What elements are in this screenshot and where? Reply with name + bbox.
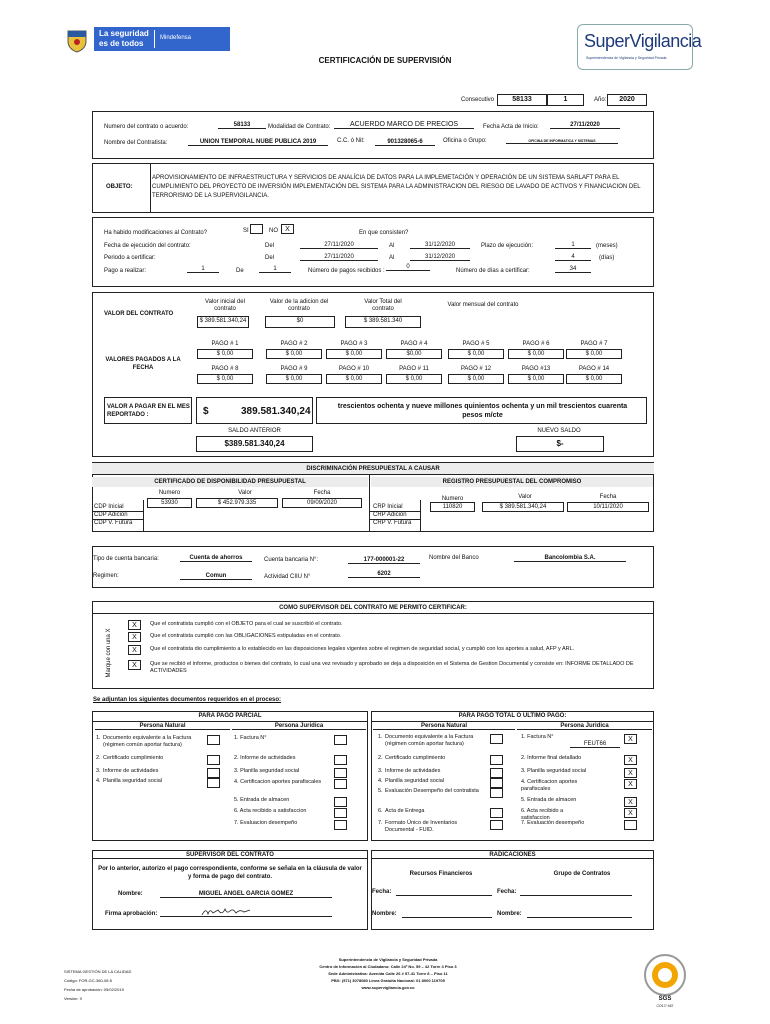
cdp-col-val: Valor xyxy=(238,490,252,496)
prev-balance-label: SALDO ANTERIOR xyxy=(228,428,281,434)
final-title: PARA PAGO TOTAL O ULTIMO PAGO: xyxy=(458,713,567,719)
doc-checkbox[interactable]: X xyxy=(624,734,637,744)
con-date-label: Fecha: xyxy=(497,889,517,895)
doc-number: 3. xyxy=(378,768,383,774)
doc-number: 4. xyxy=(378,778,383,784)
signature-image xyxy=(160,905,332,919)
modality-label: Modalidad de Contrato: xyxy=(268,124,331,130)
doc-checkbox[interactable]: X xyxy=(624,797,637,807)
period-to: 31/12/2020 xyxy=(410,254,470,261)
modifications-block xyxy=(92,217,654,287)
footer-entity: Superintendencia de Vigilancia y Seguridad Privada xyxy=(338,957,438,962)
objeto-label: OBJETO: xyxy=(106,184,133,190)
footer-left xyxy=(64,967,131,1003)
topay-amount: 389.581.340,24 xyxy=(241,406,311,417)
final-juridica-header: Persona Juridica xyxy=(517,723,652,730)
bank-type: Cuenta de ahorros xyxy=(180,555,252,562)
footer-center xyxy=(258,956,518,991)
certify-block xyxy=(92,601,654,689)
bank-type-label: Tipo de cuenta bancaria: xyxy=(93,556,159,562)
doc-final-natural: Formato Único de Inventarios Documental - FUID. xyxy=(385,820,458,833)
doc-checkbox[interactable] xyxy=(334,735,347,745)
mods-si-label: SI xyxy=(243,228,249,234)
doc-partial-juridica: 6. Acta recibido a satisfaccion xyxy=(234,808,307,814)
footer-admin-office: Sede Administrativa: Avenida Calle 26 # 57-41 Torre 8 – Piso 11 xyxy=(328,971,448,976)
consecutive-label: Consecutivo xyxy=(461,97,495,103)
certify-item-text: Que el contratista dio cumplimiento a lo establecido en las disposiciones legales vigentes sobre el regimen de seguridad social, y cumplió con los aportes a salud, AFP y ARL. xyxy=(150,646,575,652)
doc-final-juridica: 2. Informe final detallado xyxy=(521,755,582,761)
topay-currency: $ xyxy=(203,406,209,417)
contract-number: 58133 xyxy=(218,122,266,129)
footer-info-center: Centro de Información al Ciudadano: Calle 24ª No. 59 – 42 Torre 4 Piso 3 xyxy=(319,964,457,969)
doc-checkbox[interactable]: X xyxy=(624,768,637,778)
cdp-col-num: Numero xyxy=(158,490,181,496)
crp-title: REGISTRO PRESUPUESTAL DEL COMPROMISO xyxy=(371,477,653,487)
nit-label: C.C. ó Nit: xyxy=(337,138,365,144)
payment-value: $ 0,00 xyxy=(197,349,253,359)
gov-logo xyxy=(94,27,230,51)
doc-number: 7. xyxy=(378,820,383,826)
doc-partial-juridica: 5. Entrada de almacen xyxy=(234,797,290,803)
budget-title: DISCRIMINACIÓN PRESUPUESTAL A CAUSAR xyxy=(92,463,654,475)
certify-item-text: Que el contratista cumplió con las OBLIGACIONES estipuladas en el contrato. xyxy=(150,633,342,639)
doc-partial-juridica: 4. Certificacion aportes parafiscales xyxy=(234,779,322,785)
payment-value: $ 0,00 xyxy=(448,349,504,359)
modality-value: ACUERDO MARCO DE PRECIOS xyxy=(334,121,474,129)
contractor-label: Nombre del Contratista: xyxy=(104,140,168,146)
doc-checkbox[interactable] xyxy=(334,768,347,778)
payment-label: PAGO # 2 xyxy=(280,341,308,347)
new-balance-label: NUEVO SALDO xyxy=(537,428,581,434)
mods-no-checkbox[interactable]: X xyxy=(281,224,294,234)
doc-checkbox[interactable] xyxy=(490,788,503,798)
doc-number: 5. xyxy=(378,788,383,794)
ciiu-value: 6202 xyxy=(348,571,420,578)
crp-col-date: Fecha xyxy=(599,494,617,500)
certify-checkbox[interactable]: X xyxy=(128,660,141,670)
certify-checkbox[interactable]: X xyxy=(128,632,141,642)
pay-total: 1 xyxy=(259,266,291,273)
payment-value: $ 0,00 xyxy=(566,374,622,384)
period-from: 27/11/2020 xyxy=(300,254,378,261)
crp-row-addition: CRP Adición xyxy=(373,512,407,518)
cdp-number: 53930 xyxy=(147,498,192,508)
gov-logo-line1: La seguridad xyxy=(99,29,149,38)
value-h3: Valor Total del contrato xyxy=(364,299,402,312)
fin-name-label: Nombre: xyxy=(372,911,397,917)
office-label: Oficina o Grupo: xyxy=(443,138,487,144)
payment-value: $ 0,00 xyxy=(266,349,322,359)
received-value: 0 xyxy=(386,264,430,271)
contractor-name: UNION TEMPORAL NUBE PUBLICA 2019 xyxy=(188,139,328,146)
received-label: Número de pagos recibidos : xyxy=(308,268,385,274)
sgs-seal-icon xyxy=(642,952,688,998)
final-invoice-number: FEUT66 xyxy=(570,741,620,748)
topay-label-box xyxy=(104,397,192,424)
doc-number: 3. xyxy=(96,768,101,774)
mods-question: Ha habido modificaciones al Contrato? xyxy=(104,230,208,236)
doc-checkbox[interactable]: X xyxy=(624,755,637,765)
footer-phone: PBX: (571) 3078080 Línea Gratuita Nacional: 01 8000 119705 xyxy=(331,978,445,983)
doc-final-natural: Evaluación Desempeño del contratista xyxy=(385,788,479,794)
crp-col-val: Valor xyxy=(518,494,532,500)
brand-name: SuperVigilancia xyxy=(584,31,702,51)
doc-checkbox[interactable] xyxy=(334,779,347,789)
pay-label: Pago a realizar: xyxy=(104,268,147,274)
doc-checkbox[interactable] xyxy=(490,778,503,788)
consecutive-seq: 1 xyxy=(547,94,584,106)
supervisor-title: SUPERVISOR DEL CONTRATO xyxy=(92,852,368,859)
partial-natural-header: Persona Natural xyxy=(95,723,230,730)
mods-consist-label: En que consisten? xyxy=(359,230,409,236)
payment-value: $ 0,00 xyxy=(266,374,322,384)
doc-checkbox[interactable] xyxy=(207,755,220,765)
final-natural-header: Persona Natural xyxy=(373,723,515,730)
objeto-text: APROVISIONAMIENTO DE INFRAESTRUCTURA Y SERVICIOS DE ANALÍCIA DE DATOS PARA LA IMPLEMETACIÓN Y OPERACIÓN DE UN SISTEMA SARLAFT PARA EL CUMPLIMIENTO DEL PROYECTO DE INVERSIÓN IMPLEMENTACIÓN DEL SISTEMA PARA LA ADMINISTRACION DEL RIESGO DE LAVADO DE ACTIVOS Y FINANCIACION DEL TERRORISMO DE LA SUPERVIGILANCIA. xyxy=(152,175,641,199)
gov-logo-line2: es de todos xyxy=(99,39,144,48)
mods-no-label: NO xyxy=(269,228,278,234)
certify-side-label: Marque con una X xyxy=(106,628,112,678)
days-cert-value: 34 xyxy=(555,266,591,273)
doc-checkbox[interactable] xyxy=(490,734,503,744)
supervisor-statement: Por lo anterior, autorizo el pago correspondiente, conforme se señala en la cláusula de valor y forma de pago del contrato. xyxy=(98,866,362,880)
doc-number: 2. xyxy=(378,755,383,761)
value-total: $ 389.581.340 xyxy=(345,316,421,328)
doc-partial-natural: Planilla seguridad social xyxy=(103,778,163,784)
footer-qms: SISTEMA GESTIÓN DE LA CALIDAD xyxy=(64,969,132,974)
doc-final-natural: Informe de actividades xyxy=(385,768,441,774)
doc-checkbox[interactable] xyxy=(490,820,503,830)
signature-label: Firma aprobación: xyxy=(105,911,158,917)
crp-row-initial: CRP Inicial xyxy=(373,504,403,510)
docs-partial-block xyxy=(92,711,368,841)
doc-checkbox[interactable] xyxy=(207,735,220,745)
days-label: (días) xyxy=(599,255,615,261)
months-label: (meses) xyxy=(596,243,618,249)
doc-final-natural: Certificado cumplimiento xyxy=(385,755,446,761)
certify-title: COMO SUPERVISOR DEL CONTRATO ME PERMITO CERTIFICAR: xyxy=(92,602,654,614)
doc-checkbox[interactable] xyxy=(490,755,503,765)
doc-checkbox[interactable] xyxy=(334,797,347,807)
footer-website[interactable]: www.supervigilancia.gov.co xyxy=(361,985,415,990)
payment-label: PAGO # 14 xyxy=(578,366,610,372)
doc-number: 6. xyxy=(378,808,383,814)
payment-label: PAGO # 11 xyxy=(399,366,429,372)
cdp-row-addition: CDP Adición xyxy=(94,512,128,518)
cdp-date: 09/09/2020 xyxy=(282,498,362,508)
certify-item-text: Que el contratista cumplió con el OBJETO para el cual se suscribió el contrato. xyxy=(150,621,343,627)
doc-checkbox[interactable] xyxy=(490,768,503,778)
doc-partial-juridica: 2. Informe de actividades xyxy=(234,755,296,761)
doc-partial-natural: Certificado cumplimiento xyxy=(103,755,164,761)
payment-value: $ 0,00 xyxy=(508,374,564,384)
period-al-label: Al xyxy=(389,255,395,261)
doc-final-natural: Planilla seguridad social xyxy=(385,778,445,784)
ciiu-label: Actividad CIIU N° xyxy=(264,574,311,580)
payment-label: PAGO # 7 xyxy=(580,341,608,347)
con-name-line[interactable] xyxy=(527,914,632,918)
topay-label: VALOR A PAGAR EN EL MES REPORTADO : xyxy=(107,404,190,418)
period-del-label: Del xyxy=(265,255,275,261)
supervisor-name: MIGUEL ANGEL GARCIA GOMEZ xyxy=(160,891,332,898)
bank-block xyxy=(92,546,654,588)
value-h2: Valor de la adicion del contrato xyxy=(269,299,329,312)
value-label: VALOR DEL CONTRATO xyxy=(104,311,174,317)
doc-final-juridica: 3. Planilla seguridad social xyxy=(521,768,587,774)
bank-name-label: Nombre del Banco xyxy=(429,555,479,561)
radicaciones-financial: Recursos Financieros xyxy=(409,871,473,877)
payment-value: $0,00 xyxy=(386,349,442,359)
topay-words: trescientos ochenta y nueve millones quinientos ochenta y un mil trescientos cuarenta pesos m/cte xyxy=(337,403,628,419)
exec-al-label: Al xyxy=(389,243,395,249)
doc-final-juridica: 7. Evaluación desempeño xyxy=(521,820,585,826)
nit-value: 901328065-6 xyxy=(375,139,435,146)
payment-label: PAGO # 9 xyxy=(280,366,308,372)
brand-subtitle: Superintendencia de Vigilancia y Seguridad Privada xyxy=(586,56,667,60)
partial-juridica-header: Persona Juridica xyxy=(232,723,366,730)
fin-date-line[interactable] xyxy=(396,892,492,896)
year-value: 2020 xyxy=(607,94,647,106)
doc-checkbox[interactable] xyxy=(624,820,637,830)
doc-number: 4. xyxy=(96,778,101,784)
docs-title: Se adjuntan los siguientes documentos requeridos en el proceso: xyxy=(93,697,282,703)
doc-final-juridica: 5. Entrada de almacen xyxy=(521,797,577,803)
payment-label: PAGO # 6 xyxy=(522,341,550,347)
payment-value: $ 0,00 xyxy=(197,374,253,384)
contract-block xyxy=(92,111,654,159)
certify-checkbox[interactable]: X xyxy=(128,645,141,655)
ministry-name: Mindefensa xyxy=(160,35,192,41)
period-label: Periodo a certificar: xyxy=(104,255,156,261)
prev-balance: $389.581.340,24 xyxy=(196,436,313,452)
regime-value: Comun xyxy=(180,573,252,580)
footer-approval-date: Fecha de aprobación: 05/02/2019 xyxy=(64,987,124,992)
doc-checkbox[interactable] xyxy=(490,808,503,818)
coat-of-arms-icon xyxy=(64,27,90,53)
pay-de-label: De xyxy=(236,268,244,274)
sgs-cert-number: CO17/ 467 xyxy=(656,1004,674,1008)
doc-final-juridica: 6. Acta recibido a satisfaccion xyxy=(521,808,564,821)
value-addition: $0 xyxy=(265,316,335,328)
payment-label: PAGO # 8 xyxy=(211,366,239,372)
plazo-months: 1 xyxy=(555,242,591,249)
doc-final-juridica: 4. Certificacion aportes parafiscales xyxy=(521,779,578,792)
act-date-value: 27/11/2020 xyxy=(550,122,620,129)
value-h4: Valor mensual del contrato xyxy=(447,302,519,308)
certify-checkbox[interactable]: X xyxy=(128,620,141,630)
act-date-label: Fecha Acta de Inicio: xyxy=(483,124,539,130)
cdp-value: $ 452.979.335 xyxy=(196,498,278,508)
doc-number: 1. xyxy=(378,734,383,740)
new-balance: $- xyxy=(516,436,604,452)
pay-number: 1 xyxy=(187,266,219,273)
payment-label: PAGO # 1 xyxy=(211,341,239,347)
partial-title: PARA PAGO PARCIAL xyxy=(198,713,262,719)
value-h1: Valor inicial del contrato xyxy=(205,299,245,312)
con-name-label: Nombre: xyxy=(497,911,522,917)
certify-item-text: Que se recibió el informe, productos o bienes del contrato, lo cual una vez revisado y aprobado se deja a disposición en el Sistema de Gestion Documental y consiste en: INFORME DETALLADO DE ACTIVIDADES xyxy=(150,661,634,674)
doc-checkbox[interactable]: X xyxy=(624,808,637,818)
document-title: CERTIFICACIÓN DE SUPERVISIÓN xyxy=(318,56,452,65)
doc-final-natural: Documento equivalente a la Factura (régimen común aportar factura) xyxy=(385,734,474,747)
doc-checkbox[interactable] xyxy=(207,768,220,778)
doc-partial-natural: Informe de actividades xyxy=(103,768,159,774)
payment-label: PAGO #13 xyxy=(521,366,551,372)
radicaciones-contracts: Grupo de Contratos xyxy=(553,871,611,877)
bank-account-label: Cuenta bancaria N°: xyxy=(264,557,319,563)
exec-del-label: Del xyxy=(265,243,275,249)
payment-label: PAGO # 4 xyxy=(400,341,428,347)
radicaciones-title: RADICACIONES xyxy=(371,852,654,859)
doc-final-natural: Acta de Entrega xyxy=(385,808,425,814)
cdp-col-date: Fecha xyxy=(313,490,331,496)
regime-label: Regimen: xyxy=(93,573,119,579)
plazo-label: Plazo de ejecución: xyxy=(481,243,534,249)
payment-value: $ 0,00 xyxy=(386,374,442,384)
doc-checkbox[interactable] xyxy=(207,778,220,788)
plazo-days: 4 xyxy=(555,254,591,261)
doc-partial-juridica: 3. Planilla seguridad social xyxy=(234,768,300,774)
payment-value: $ 0,00 xyxy=(448,374,504,384)
footer-version: Versión: 9 xyxy=(64,996,82,1001)
payment-value: $ 0,00 xyxy=(508,349,564,359)
exec-to: 31/12/2020 xyxy=(410,242,470,249)
fin-date-label: Fecha: xyxy=(372,889,392,895)
con-date-line[interactable] xyxy=(520,892,632,896)
doc-number: 1. xyxy=(96,735,101,741)
payment-value: $ 0,00 xyxy=(326,349,382,359)
sgs-text: SGS xyxy=(658,996,672,1002)
doc-checkbox[interactable] xyxy=(334,820,347,830)
days-cert-label: Número de días a certificar: xyxy=(456,268,530,274)
payment-value: $ 0,00 xyxy=(326,374,382,384)
doc-checkbox[interactable] xyxy=(334,755,347,765)
payment-label: PAGO # 12 xyxy=(460,366,492,372)
office-value: OFICINA DE INFORMATICA Y SISTEMAS xyxy=(506,139,618,144)
year-label: Año: xyxy=(594,97,607,103)
payment-value: $ 0,00 xyxy=(566,349,622,359)
cdp-title: CERTIFICADO DE DISPONIBILIDAD PRESUPUESTAL xyxy=(92,477,368,487)
crp-row-future: CRP V. Futura xyxy=(373,520,412,526)
supervisor-name-label: Nombre: xyxy=(118,891,143,897)
bank-name: Bancolombia S.A. xyxy=(514,555,626,562)
doc-checkbox[interactable] xyxy=(334,808,347,818)
signature-line[interactable] xyxy=(160,905,332,917)
payment-label: PAGO # 10 xyxy=(338,366,370,372)
consecutive-number: 58133 xyxy=(497,94,547,106)
payments-label: VALORES PAGADOS A LA FECHA xyxy=(105,357,181,371)
contract-number-label: Numero del contrato o acuerdo: xyxy=(104,124,189,130)
crp-number: 110820 xyxy=(430,502,475,512)
fin-name-line[interactable] xyxy=(402,914,492,918)
value-initial: $ 389.581.340,24 xyxy=(197,316,249,328)
payment-label: PAGO # 3 xyxy=(340,341,368,347)
doc-number: 2. xyxy=(96,755,101,761)
crp-col-num: Numero xyxy=(441,496,464,502)
exec-date-label: Fecha de ejecución del contrato: xyxy=(104,243,191,249)
footer-code: Código: FOR-GC-360-08 8 xyxy=(64,978,112,983)
payment-label: PAGO # 5 xyxy=(462,341,490,347)
doc-final-juridica: 1. Factura N° xyxy=(521,734,554,740)
bank-account: 177-000001-22 xyxy=(348,557,420,564)
doc-checkbox[interactable]: X xyxy=(624,779,637,789)
sgs-certification-logo xyxy=(642,952,688,1012)
exec-from: 27/11/2020 xyxy=(300,242,378,249)
cdp-row-initial: CDP Inicial xyxy=(94,504,124,510)
doc-partial-juridica: 1. Factura N° xyxy=(234,735,267,741)
crp-date: 10/11/2020 xyxy=(567,502,649,512)
cdp-row-future: CDP V. Futura xyxy=(94,520,133,526)
doc-partial-juridica: 7. Evaluacion desempeño xyxy=(234,820,298,826)
topay-amount-box xyxy=(196,397,313,424)
doc-partial-natural: Documento equivalente a la Factura (régimen común aportar factura) xyxy=(103,735,192,748)
topay-words-box xyxy=(316,397,647,424)
crp-value: $ 389.581.340,24 xyxy=(482,502,564,512)
mods-si-checkbox[interactable] xyxy=(250,224,263,234)
